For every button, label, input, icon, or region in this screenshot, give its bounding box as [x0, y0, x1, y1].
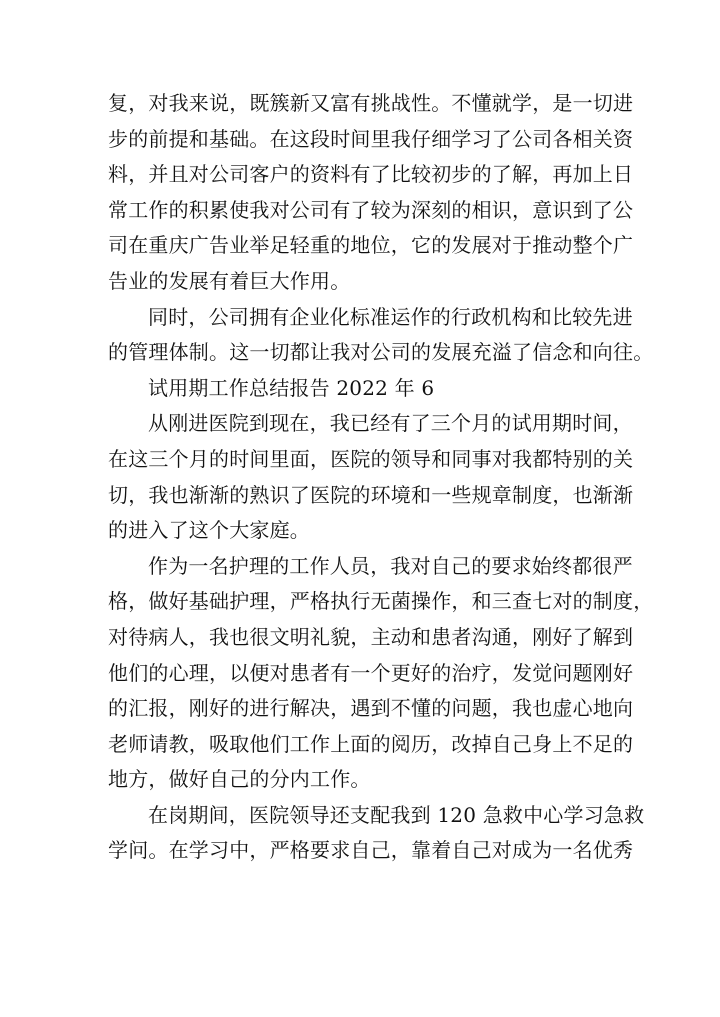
text-line: 步的前提和基础。在这段时间里我仔细学习了公司各相关资	[108, 126, 634, 151]
text-line: 复，对我来说，既簇新又富有挑战性。不懂就学，是一切进	[108, 91, 634, 115]
text-line: 从刚进医院到现在，我已经有了三个月的试用期时间，	[148, 411, 633, 436]
text-line: 作为一名护理的工作人员，我对自己的要求始终都很严	[148, 553, 633, 578]
text-line: 切，我也渐渐的熟识了医院的环境和一些规章制度，也渐渐	[108, 482, 634, 507]
document-body	[108, 86, 654, 869]
text-line: 对待病人，我也很文明礼貌，主动和患者沟通，刚好了解到	[108, 624, 634, 649]
text-line: 老师请教，吸取他们工作上面的阅历，改掉自己身上不足的	[108, 731, 634, 756]
text-line: 同时，公司拥有企业化标准运作的行政机构和比较先进	[148, 304, 633, 329]
text-line: 格，做好基础护理，严格执行无菌操作，和三查七对的制度，	[108, 589, 654, 614]
paragraph-2	[108, 300, 654, 371]
text-line: 在这三个月的时间里面，医院的领导和同事对我都特别的关	[108, 446, 634, 471]
text-line: 的管理体制。这一切都让我对公司的发展充溢了信念和向往。	[108, 340, 654, 365]
section-heading	[108, 371, 613, 407]
report-title: 试用期工作总结报告 2022 年 6	[148, 375, 435, 400]
text-line: 学问。在学习中，严格要求自己，靠着自己对成为一名优秀	[108, 838, 634, 863]
text-line: 的汇报，刚好的进行解决，遇到不懂的问题，我也虚心地向	[108, 696, 634, 721]
text-line: 地方，做好自己的分内工作。	[108, 767, 371, 792]
text-line: 告业的发展有着巨大作用。	[108, 268, 351, 293]
paragraph-4	[108, 549, 654, 798]
text-line: 在岗期间，医院领导还支配我到 120 急救中心学习急救	[148, 802, 645, 827]
paragraph-3	[108, 406, 634, 548]
text-line: 常工作的积累使我对公司有了较为深刻的相识，意识到了公	[108, 197, 634, 222]
text-line: 料，并且对公司客户的资料有了比较初步的了解，再加上日	[108, 162, 634, 187]
text-line: 司在重庆广告业举足轻重的地位，它的发展对于推动整个广	[108, 233, 634, 258]
paragraph-5	[108, 798, 645, 869]
text-line: 他们的心理，以便对患者有一个更好的治疗，发觉问题刚好	[108, 660, 634, 685]
text-line: 的进入了这个大家庭。	[108, 518, 310, 543]
paragraph-1	[108, 86, 634, 300]
